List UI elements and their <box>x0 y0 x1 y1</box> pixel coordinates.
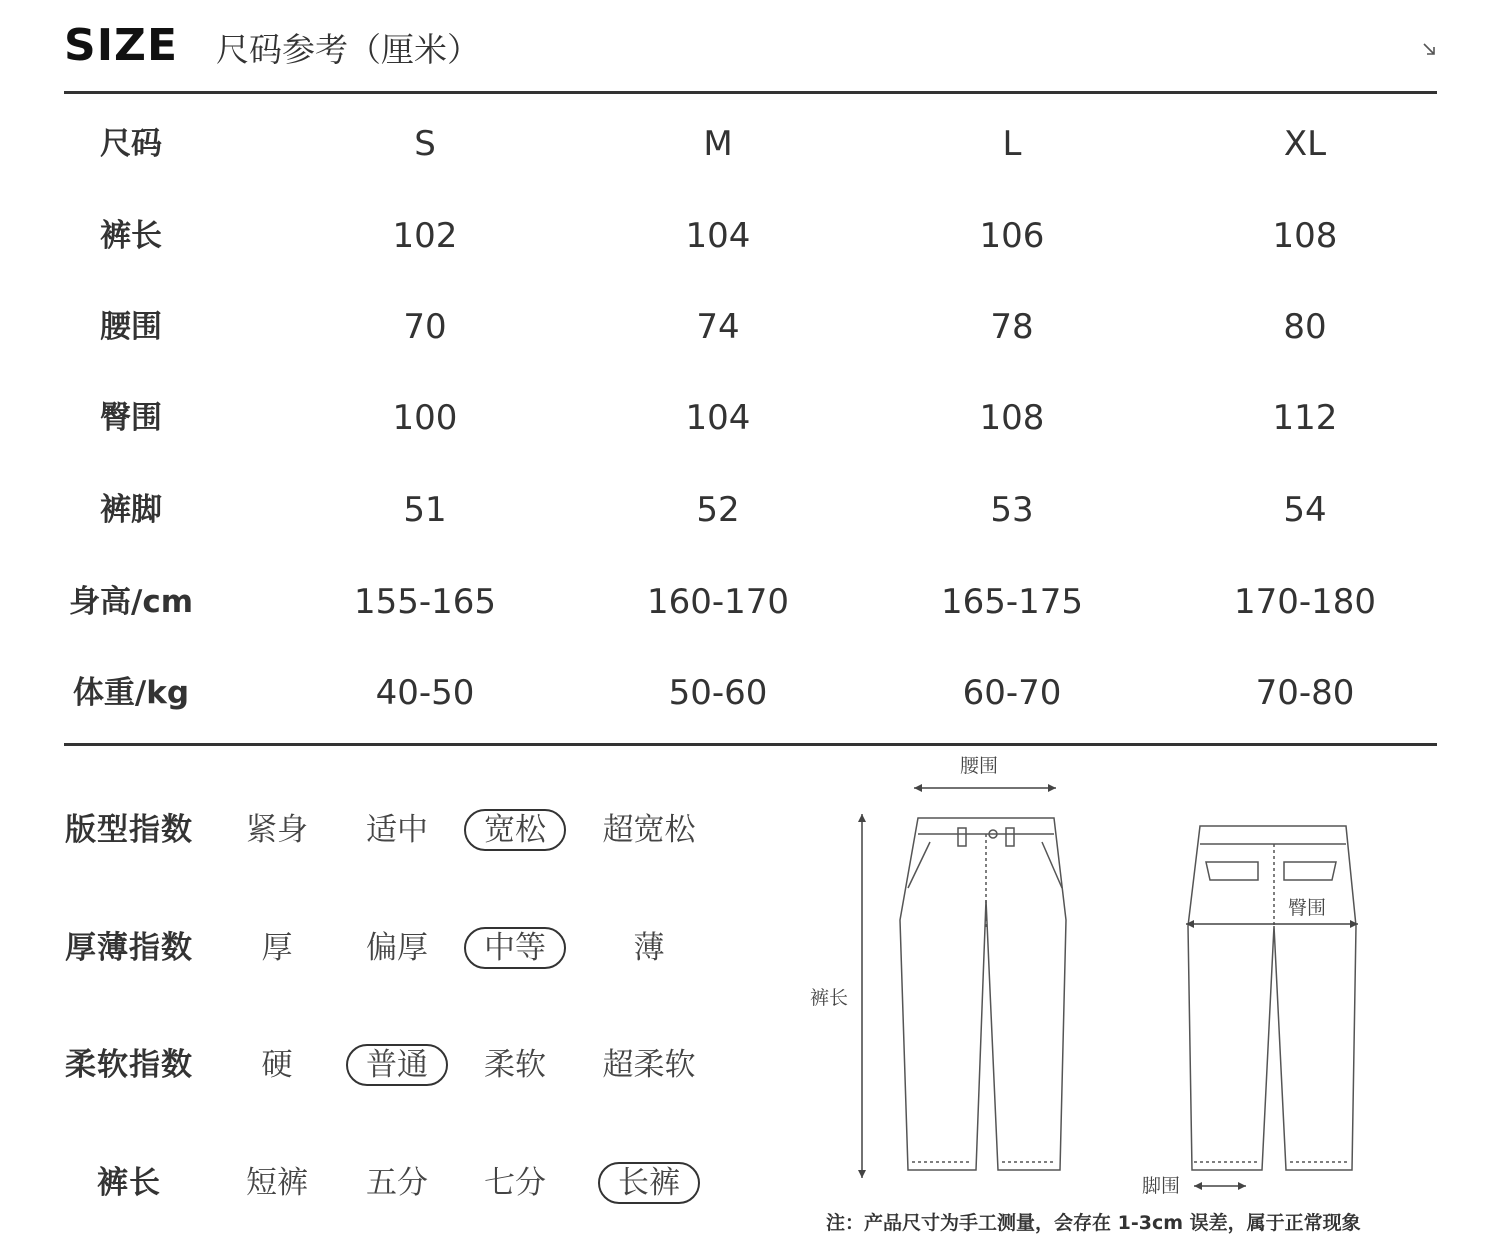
row-label: 身高/cm <box>69 584 193 620</box>
table-cell: 80 <box>1283 307 1327 347</box>
size-header-xl: XL <box>1283 124 1327 164</box>
index-row-thickness <box>64 918 764 978</box>
table-row <box>64 572 1437 632</box>
table-row <box>64 388 1437 448</box>
table-cell: 60-70 <box>962 673 1062 713</box>
table-cell: 54 <box>1283 490 1327 530</box>
top-divider <box>64 91 1437 94</box>
index-option: 柔软 <box>484 1047 546 1083</box>
table-cell: 78 <box>990 307 1034 347</box>
row-label: 臀围 <box>100 400 162 436</box>
table-row <box>64 206 1437 266</box>
row-label: 裤长 <box>100 218 162 254</box>
index-option: 偏厚 <box>366 930 428 966</box>
table-cell: 74 <box>696 307 740 347</box>
table-cell: 50-60 <box>668 673 768 713</box>
table-cell: 100 <box>392 398 458 438</box>
table-cell: 104 <box>685 398 751 438</box>
index-option-selected: 中等 <box>455 918 575 978</box>
measurement-note: 注：产品尺寸为手工测量，会存在 1-3cm 误差，属于正常现象 <box>826 1212 1361 1234</box>
index-option: 薄 <box>633 930 665 966</box>
index-option-selected: 普通 <box>337 1035 457 1095</box>
index-label: 版型指数 <box>65 812 193 848</box>
index-option: 短裤 <box>246 1165 308 1201</box>
table-header-row <box>64 114 1437 174</box>
index-option: 厚 <box>261 930 293 966</box>
table-cell: 70-80 <box>1255 673 1355 713</box>
table-row <box>64 480 1437 540</box>
index-option: 超宽松 <box>602 812 696 848</box>
index-row-length <box>64 1153 764 1213</box>
table-cell: 108 <box>1272 216 1338 256</box>
table-cell: 70 <box>403 307 447 347</box>
index-label: 厚薄指数 <box>65 930 193 966</box>
size-logo: SIZE <box>64 20 179 71</box>
index-label: 柔软指数 <box>65 1047 193 1083</box>
arrow-down-right-icon <box>1422 42 1436 56</box>
length-label: 裤长 <box>810 987 849 1009</box>
index-option: 七分 <box>484 1165 546 1201</box>
row-label: 体重/kg <box>72 675 190 711</box>
table-cell: 160-170 <box>646 582 790 622</box>
pants-measurement-diagram <box>790 750 1440 1200</box>
table-cell: 112 <box>1272 398 1338 438</box>
index-row-softness <box>64 1035 764 1095</box>
size-header-m: M <box>703 124 733 164</box>
index-option-selected: 宽松 <box>455 800 575 860</box>
table-cell: 51 <box>403 490 447 530</box>
front-pants-icon <box>900 818 1066 1170</box>
table-row <box>64 663 1437 723</box>
index-option: 紧身 <box>246 812 308 848</box>
row-label: 腰围 <box>100 309 162 345</box>
table-cell: 155-165 <box>353 582 497 622</box>
page-title: 尺码参考（厘米） <box>216 30 480 69</box>
index-label: 裤长 <box>97 1165 161 1201</box>
size-header-s: S <box>414 124 436 164</box>
hem-label: 脚围 <box>1142 1175 1181 1197</box>
table-cell: 165-175 <box>940 582 1084 622</box>
size-header-l: L <box>1002 124 1022 164</box>
index-option: 五分 <box>366 1165 428 1201</box>
table-cell: 53 <box>990 490 1034 530</box>
hip-label: 臀围 <box>1288 897 1327 919</box>
index-option: 超柔软 <box>602 1047 696 1083</box>
index-row-fit <box>64 800 764 860</box>
bottom-divider <box>64 743 1437 746</box>
row-label: 裤脚 <box>100 492 162 528</box>
header-label: 尺码 <box>100 126 162 162</box>
table-cell: 106 <box>979 216 1045 256</box>
table-cell: 104 <box>685 216 751 256</box>
waist-label: 腰围 <box>960 755 999 777</box>
table-cell: 170-180 <box>1233 582 1377 622</box>
back-pants-icon <box>1188 826 1356 1170</box>
index-option: 适中 <box>366 812 428 848</box>
table-cell: 40-50 <box>375 673 475 713</box>
table-row <box>64 297 1437 357</box>
table-cell: 52 <box>696 490 740 530</box>
index-option-selected: 长裤 <box>589 1153 709 1213</box>
table-cell: 108 <box>979 398 1045 438</box>
table-cell: 102 <box>392 216 458 256</box>
header <box>64 14 1436 74</box>
index-option: 硬 <box>261 1047 293 1083</box>
